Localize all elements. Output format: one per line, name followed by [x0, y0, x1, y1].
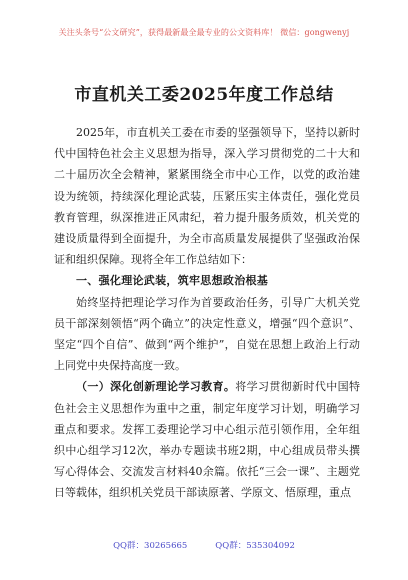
- intro-paragraph: 2025年，市直机关工委在市委的坚强领导下，坚持以新时代中国特色社会主义思想为指导，深入学习贯彻党的二十大和二十届历次全会精神，紧紧围绕全市中心工作，以党的政治建设为统领，持续深化理论武装，压紧压实主体责任，强化党员教育管理，纵深推进正风肃纪，着力提升服务质效，机关党的建设质量得到全面提升，为全市高质量发展提供了坚强政治保证和组织保障。现将全年工作总结如下：: [54, 126, 360, 267]
- subsection-1-lead: （一）深化创新理论学习教育。: [76, 380, 236, 394]
- section-heading-1: 一、强化理论武装，筑牢思想政治根基: [76, 274, 269, 288]
- document-title: 市直机关工委2025年度工作总结: [74, 85, 334, 105]
- subsection-1-paragraph: [54, 376, 360, 503]
- subsection-1-text: 将学习贯彻新时代中国特色社会主义思想作为重中之重，制定年度学习计划，明确学习重点和要求。发挥工委理论学习中心组示范引领作用，全年组织中心组学习12次，举办专题读书班2期，中心组成员带头撰写心得体会、交流发言材料40余篇。依托“三会一课”、主题党日等载体，组织机关党员干部读原著、学原文、悟原理，重点: [54, 380, 360, 500]
- document-body: [54, 122, 360, 504]
- qq-group-2: QQ群：535304092: [215, 541, 295, 551]
- qq-group-1: QQ群：30265665: [113, 541, 188, 551]
- footer-contact: [0, 539, 408, 551]
- section-1-paragraph: 始终坚持把理论学习作为首要政治任务，引导广大机关党员干部深刻领悟“两个确立”的决定性意义，增强“四个意识”、坚定“四个自信”、做到“两个维护”，自觉在思想上政治上行动上同党中央保持高度一致。: [54, 295, 360, 373]
- header-note: 关注头条号“公文研究”，获得最新最全最专业的公文资料库！ 微信：gongwenyj: [58, 28, 350, 37]
